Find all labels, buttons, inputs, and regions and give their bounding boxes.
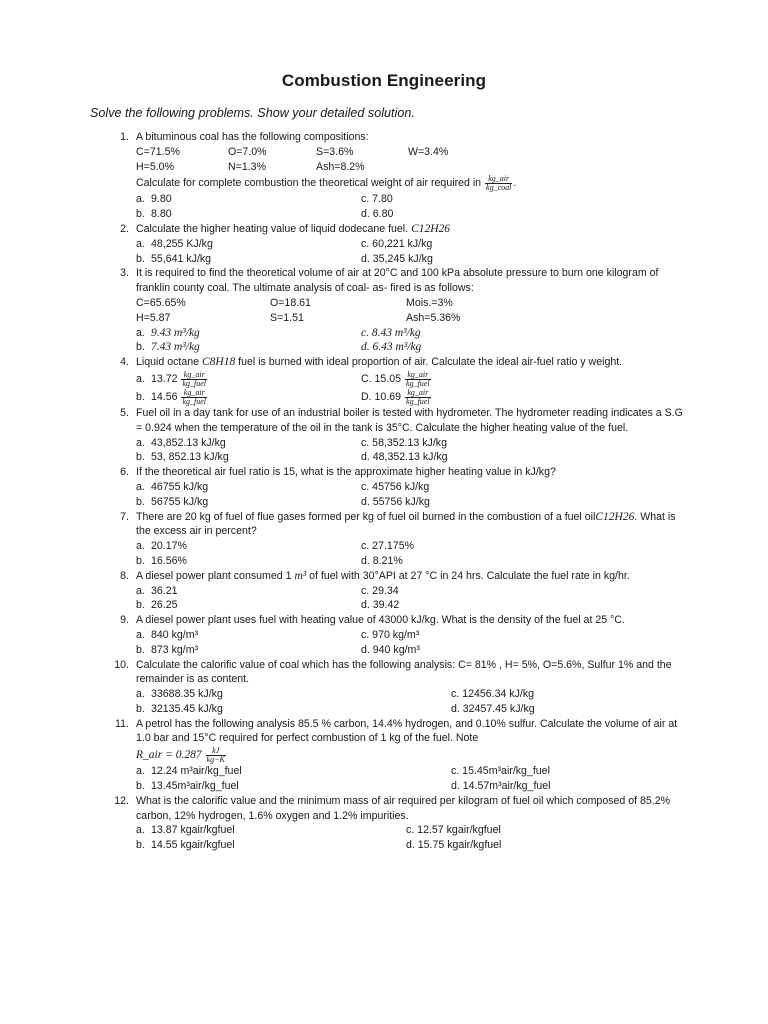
composition-row [136,160,688,175]
composition-value: Mois.=3% [406,296,453,309]
composition-value: H=5.87 [136,311,171,324]
option-a: 43,852.13 kJ/kg [151,436,226,449]
option-b: 14.56 $\frac{\text{kg\_air}}{\text{kg\_fuel}}$ [151,387,207,406]
problem-text: A diesel power plant consumed 1 m³ of fuel with 30°API at 27 °C in 24 hrs. Calculate the fuel rate in kg/hr. [136,569,630,582]
option-c: c. 12.57 kgair/kgfuel [406,824,501,837]
answer-row: b. 14.56 $\frac{\text{kg\_air}}{\text{kg\_fuel}}$ D. 10.69 $\frac{\text{kg\_air}}{\text{kg\_fuel}}$ [136,387,430,406]
option-a: 9.43 m³/kg [151,326,200,339]
problem-4 [108,355,688,406]
composition-value: O=18.61 [270,296,311,309]
option-a: 20.17% [151,540,187,553]
problem-1 [108,130,688,222]
option-a: 9.80 [151,193,172,206]
answer-row: b. 53, 852.13 kJ/kg d. 48,352.13 kJ/kg [136,451,448,464]
option-d: d. 6.80 [361,208,394,221]
option-c: C. 15.05 $\frac{\text{kg\_air}}{\text{kg\_fuel}}$ [361,369,430,388]
page-title: Combustion Engineering [281,71,487,90]
option-c: c. 29.34 [361,584,399,597]
problem-11 [108,717,688,794]
answer-row: b. 55,641 kJ/kg d. 35,245 kJ/kg [136,252,433,265]
problem-10 [108,658,688,717]
composition-value: N=1.3% [228,160,266,173]
option-b: 16.56% [151,554,187,567]
chemical-formula: C12H26 [411,222,451,235]
option-b: 32135.45 kJ/kg [151,702,223,715]
option-d: d. 55756 kJ/kg [361,495,430,508]
option-c: c. 970 kg/m³ [361,628,420,641]
problem-2 [108,222,688,266]
option-c: c. 58,352.13 kJ/kg [361,436,447,449]
problem-3 [108,266,688,355]
problem-6 [108,465,688,509]
option-d: d. 940 kg/m³ [361,643,420,656]
problem-text: If the theoretical air fuel ratio is 15, what is the approximate higher heating value in kJ/kg? [136,466,556,479]
answer-row: a. 840 kg/m³ c. 970 kg/m³ [136,628,420,641]
problem-7 [108,510,688,569]
gas-constant: R_air = 0.287 $\frac{kJ}{kg-K}$ [136,745,225,764]
option-d: D. 10.69 $\frac{\text{kg\_air}}{\text{kg\_fuel}}$ [361,387,430,406]
option-b: 53, 852.13 kJ/kg [151,451,229,464]
problem-text: A bituminous coal has the following compositions: [136,131,369,143]
answer-row: a. 13.87 kgair/kgfuel c. 12.57 kgair/kgfuel [136,824,501,837]
answer-row: b. 26.25 d. 39.42 [136,599,400,612]
answer-row: b. 13.45m³air/kg_fuel d. 14.57m³air/kg_fuel [136,780,551,793]
answer-row: a. 13.72 $\frac{\text{kg\_air}}{\text{kg\_fuel}}$ C. 15.05 $\frac{\text{kg\_air}}{\text{kg\_fuel}}$ [136,369,430,388]
problem-text: There are 20 kg of fuel of flue gases formed per kg of fuel oil burned in the combustion of a fuel oilC12H26. What is the excess air in percent? [136,510,676,538]
problem-12 [108,794,688,853]
problem-text: Liquid octane C8H18 fuel is burned with ideal proportion of air. Calculate the ideal air-fuel ratio y weight. [136,356,623,369]
composition-value: C=65.65% [136,296,186,309]
option-c: c. 27.175% [361,540,415,553]
option-d: d. 32457.45 kJ/kg [451,702,535,715]
option-a: 48,255 KJ/kg [151,237,213,250]
option-b: 14.55 kgair/kgfuel [151,839,235,852]
answer-row: a. 46755 kJ/kg c. 45756 kJ/kg [136,480,430,493]
answer-row: b. 32135.45 kJ/kg d. 32457.45 kJ/kg [136,702,535,715]
problem-number: 1. [120,131,129,143]
problem-text: A diesel power plant uses fuel with heating value of 43000 kJ/kg. What is the density of the fuel at 25 °C. [136,614,625,627]
option-a: 12.24 m³air/kg_fuel [151,765,242,778]
composition-value: C=71.5% [136,145,180,158]
problem-9 [108,613,688,657]
option-a: 840 kg/m³ [151,628,199,641]
problem-number: 7. [120,510,129,523]
problem-number: 2. [120,222,129,235]
composition-value: S=3.6% [316,145,354,158]
composition-value: Ash=8.2% [316,160,365,173]
problem-text: Calculate the calorific value of coal which has the following analysis: C= 81% , H= 5%, O=5.6%, Sulfur 1% and the remainder is as content. [136,658,672,686]
option-b: 8.80 [151,208,172,221]
answer-row: a. 20.17% c. 27.175% [136,540,415,553]
problem-text: Fuel oil in a day tank for use of an industrial boiler is tested with hydrometer. The hydrometer reading indicates a S.G = 0.924 when the temperature of the oil in the tank is 35°C. Calculate the higher heating value of the fuel. [136,406,683,434]
answer-row: b. 16.56% d. 8.21% [136,554,403,567]
answer-row: a. 9.43 m³/kg c. 8.43 m³/kg [136,326,421,339]
option-b: 55,641 kJ/kg [151,252,212,265]
problem-number: 10. [114,658,129,671]
option-d: d. 39.42 [361,599,400,612]
unit-fraction: $\frac{\text{kg\_air}}{\text{kg\_coal}}$ [486,174,512,193]
option-a: 36.21 [151,584,178,597]
problem-text: Calculate the higher heating value of liquid dodecane fuel. C12H26 [136,222,451,235]
option-b: 26.25 [151,599,178,612]
option-c: c. 8.43 m³/kg [361,326,421,339]
option-b: 7.43 m³/kg [151,341,200,354]
problem-text: It is required to find the theoretical volume of air at 20°C and 100 kPa absolute pressure to burn one kilogram of franklin county coal. The ultimate analysis of coal- as- fired is as follows: [136,267,659,295]
problem-number: 3. [120,267,129,280]
option-d: d. 35,245 kJ/kg [361,252,433,265]
option-a: 13.72 $\frac{\text{kg\_air}}{\text{kg\_fuel}}$ [151,369,207,388]
composition-value: Ash=5.36% [406,311,461,324]
option-c: c. 12456.34 kJ/kg [451,688,535,701]
answer-row: a. 9.80 c. 7.80 [136,193,393,206]
option-d: d. 14.57m³air/kg_fuel [451,780,551,793]
problem-number: 8. [120,569,129,582]
answer-row: a. 12.24 m³air/kg_fuel c. 15.45m³air/kg_fuel [136,765,550,778]
problem-number: 5. [120,406,129,419]
problem-text: What is the calorific value and the minimum mass of air required per kilogram of fuel oil which composed of 85.2% carbon, 12% hydrogen, 1.6% oxygen and 1.2% impurities. [136,794,671,822]
answer-row: a. 48,255 KJ/kg c. 60,221 kJ/kg [136,237,433,250]
composition-row [136,296,688,311]
composition-value: O=7.0% [228,145,267,158]
option-b: 56755 kJ/kg [151,495,209,508]
answer-row: a. 33688.35 kJ/kg c. 12456.34 kJ/kg [136,688,535,701]
instructions: Solve the following problems. Show your detailed solution. [90,106,415,120]
chemical-formula: C8H18 [201,356,236,369]
option-c: c. 60,221 kJ/kg [361,237,433,250]
problem-question: Calculate for complete combustion the theoretical weight of air required in $\frac{\text{kg\_air}}{\text{kg\_coal}}$ . [136,174,517,193]
option-c: c. 15.45m³air/kg_fuel [451,765,550,778]
answer-row: b. 873 kg/m³ d. 940 kg/m³ [136,643,420,656]
composition-row [136,145,688,160]
option-b: 873 kg/m³ [151,643,199,656]
problem-number: 11. [115,717,129,730]
problem-text: A petrol has the following analysis 85.5 % carbon, 14.4% hydrogen, and 0.10% sulfur. Calculate the volume of air at 1.0 bar and 15°C required for perfect combustion of 1 kg of the fuel. Note [136,717,678,745]
option-d: d. 8.21% [361,554,403,567]
problem-number: 12. [114,794,129,807]
answer-row: b. 8.80 d. 6.80 [136,208,394,221]
problem-5 [108,406,688,465]
problem-number: 6. [120,466,129,479]
answer-row: b. 56755 kJ/kg d. 55756 kJ/kg [136,495,430,508]
composition-value: W=3.4% [408,145,449,158]
problem-number: 4. [120,356,129,369]
option-a: 13.87 kgair/kgfuel [151,824,235,837]
option-c: c. 7.80 [361,193,393,206]
problem-number: 9. [120,614,129,627]
option-d: d. 15.75 kgair/kgfuel [406,839,502,852]
composition-value: H=5.0% [136,160,174,173]
answer-row: b. 7.43 m³/kg d. 6.43 m³/kg [136,341,422,354]
option-d: d. 48,352.13 kJ/kg [361,451,448,464]
option-c: c. 45756 kJ/kg [361,480,430,493]
composition-row [136,311,688,326]
problem-list [108,130,688,853]
composition-value: S=1.51 [270,311,304,324]
option-d: d. 6.43 m³/kg [361,341,422,354]
answer-row: b. 14.55 kgair/kgfuel d. 15.75 kgair/kgfuel [136,839,502,852]
answer-row: a. 36.21 c. 29.34 [136,584,399,597]
option-a: 33688.35 kJ/kg [151,688,223,701]
option-a: 46755 kJ/kg [151,480,209,493]
chemical-formula: C12H26 [595,510,635,523]
problem-8 [108,569,688,613]
answer-row: a. 43,852.13 kJ/kg c. 58,352.13 kJ/kg [136,436,447,449]
option-b: 13.45m³air/kg_fuel [151,780,239,793]
